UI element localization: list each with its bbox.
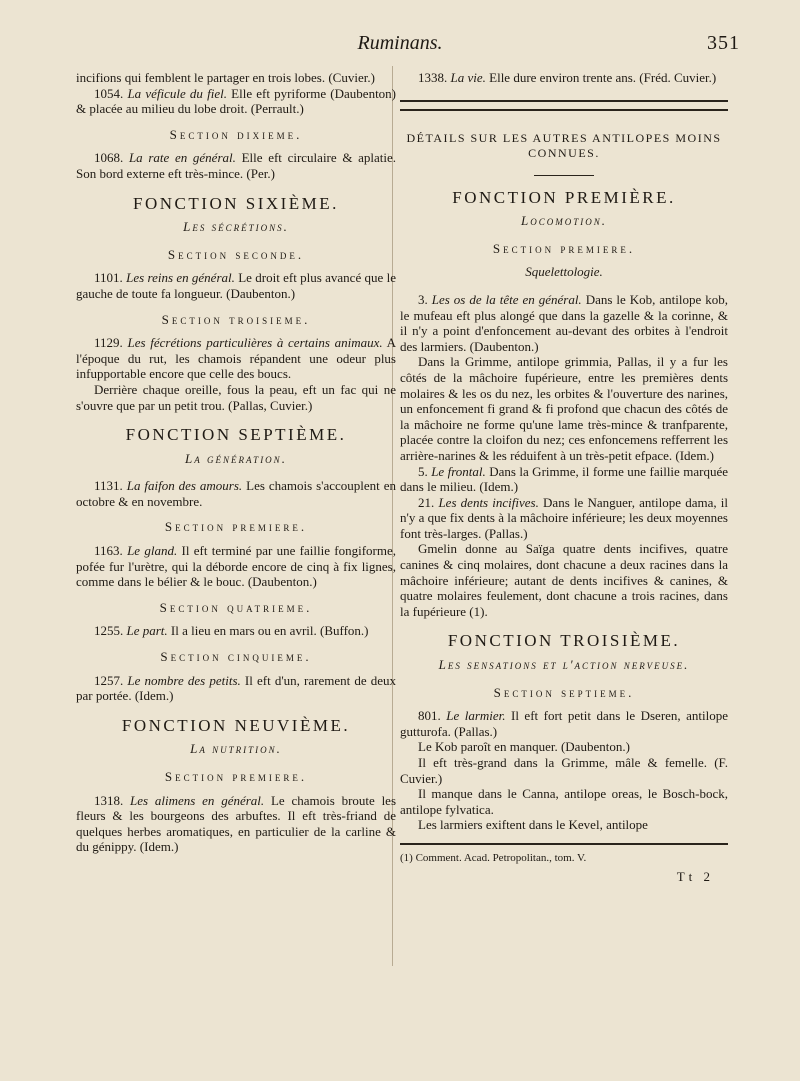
chapter-heading: DÉTAILS SUR LES AUTRES ANTILOPES MOINS CONNUES. bbox=[406, 130, 722, 160]
section-heading: Section cinquieme. bbox=[160, 649, 312, 665]
fonction-subheading: Les sécrétions. bbox=[183, 219, 289, 235]
paragraph: 1318. Les alimens en général. Le chamois broute les fleurs & les bourgeons des arbuftes. Il eft très-friand de quelques herbes aromatiques, en particulier de la carline & du génippy. (Idem.) bbox=[76, 792, 397, 855]
fonction-subheading: Locomotion. bbox=[521, 213, 607, 229]
left-column bbox=[76, 70, 396, 855]
paragraph: 21. Les dents incifives. Dans le Nanguer, antilope dama, il n'y a que fix dents à la mâchoire inférieure; les deux moyennes font très-larges. (Pallas.) bbox=[400, 494, 729, 541]
page-number: 351 bbox=[707, 32, 740, 54]
section-heading: Section premiere. bbox=[164, 519, 308, 535]
section-heading: Section dixieme. bbox=[169, 126, 303, 142]
paragraph: 1101. Les reins en général. Le droit eft plus avancé que le gauche de toute fa longueur. (Daubenton.) bbox=[76, 270, 397, 301]
paragraph: 1163. Le gland. Il eft terminé par une faillie fongiforme, pofée fur l'urètre, qui la déborde encore de cinq à fix lignes, comme dans le bélier & le bouc. (Daubenton.) bbox=[76, 543, 397, 590]
footnote-rule bbox=[400, 843, 728, 845]
paragraph: 1131. La faifon des amours. Les chamois s'accouplent en octobre & en novembre. bbox=[76, 478, 396, 509]
paragraph: Les larmiers exiftent dans le Kevel, antilope bbox=[418, 817, 648, 833]
paragraph: 1068. La rate en général. Elle eft circulaire & aplatie. Son bord externe eft très-mince. (Per.) bbox=[76, 150, 397, 181]
paragraph: 1257. Le nombre des petits. Il eft d'un, rarement de deux par portée. (Idem.) bbox=[76, 672, 397, 704]
fonction-subheading: La nutrition. bbox=[190, 741, 282, 757]
paragraph: incifions qui femblent le partager en trois lobes. (Cuvier.) bbox=[76, 70, 375, 85]
paragraph: Dans la Grimme, antilope grimmia, Pallas, il y a fur les côtés de la mâchoire fupérieure, entre les premières dents molaires & les os du nez, les orbites & l'ouverture des narines, un enfoncement fi grand & fi profond que chacun des côtés de la mâchoire ne forme qu'une lame très-mince & tranfparente, placée contre la cloifon du nez; ces enfoncemens refferrent les arrière-narines & les réduifent à un très-petit efpace. (Idem.) bbox=[400, 354, 728, 463]
paragraph: 801. Le larmier. Il eft fort petit dans le Dseren, antilope gutturofa. (Pallas.) bbox=[400, 708, 729, 739]
fonction-heading: FONCTION SIXIÈME. bbox=[133, 193, 339, 213]
paragraph: Il eft très-grand dans la Grimme, mâle & femelle. (F. Cuvier.) bbox=[400, 755, 728, 786]
fonction-subheading: La génération. bbox=[185, 450, 287, 466]
paragraph: Gmelin donne au Saïga quatre dents incifives, quatre canines & cinq molaires, dont chacune a deux racines dans la mâchoire inférieure; autant de dents incifives & canines, & quatre molaires feulement, dont chacune a trois racines, dans la fupérieure (1). bbox=[400, 541, 728, 619]
paragraph: Derrière chaque oreille, fous la peau, eft un fac qui ne s'ouvre que par un petit trou. (Pallas, Cuvier.) bbox=[76, 381, 396, 413]
section-heading: Section seconde. bbox=[167, 246, 305, 262]
footnote: (1) Comment. Acad. Petropolitan., tom. V. bbox=[400, 851, 587, 864]
section-heading: Section premiere. bbox=[164, 769, 308, 784]
fonction-heading: FONCTION TROISIÈME. bbox=[447, 631, 681, 651]
fonction-heading: FONCTION PREMIÈRE. bbox=[452, 187, 676, 207]
paragraph: 1338. La vie. Elle dure environ trente ans. (Fréd. Cuvier.) bbox=[418, 70, 717, 85]
fonction-heading: FONCTION SEPTIÈME. bbox=[125, 425, 347, 445]
running-title: Ruminans. bbox=[357, 32, 443, 54]
paragraph: Le Kob paroît en manquer. (Daubenton.) bbox=[418, 739, 630, 755]
section-heading: Section quatrieme. bbox=[159, 599, 313, 615]
paragraph: Il manque dans le Canna, antilope oreas, le Bosch-bock, antilope fylvatica. bbox=[400, 786, 728, 817]
running-header bbox=[0, 30, 800, 60]
paragraph: 1255. Le part. Il a lieu en mars ou en avril. (Buffon.) bbox=[94, 623, 369, 639]
paragraph: 3. Les os de la tête en général. Dans le Kob, antilope kob, le mufeau eft plus alongé que dans la gazelle & la corinne, & il n'y a point d'enfoncement au-devant des orbites à l'endroit des larmiers. (Daubenton.) bbox=[400, 291, 729, 354]
short-rule bbox=[534, 175, 594, 176]
signature-mark: Tt 2 bbox=[676, 868, 714, 884]
fonction-heading: FONCTION NEUVIÈME. bbox=[121, 715, 351, 735]
right-column bbox=[400, 70, 728, 884]
fonction-subheading: Les sensations et l'action nerveuse. bbox=[438, 657, 690, 673]
paragraph: 1054. La véficule du fiel. Elle eft pyriforme (Daubenton) & placée au milieu du lobe droit. (Perrault.) bbox=[76, 85, 397, 117]
subsection-heading: Squelettologie. bbox=[525, 264, 603, 280]
section-heading: Section septieme. bbox=[493, 684, 635, 700]
paragraph: 5. Le frontal. Dans la Grimme, il forme une faillie marquée dans le milieu. (Idem.) bbox=[400, 463, 728, 495]
section-heading: Section troisieme. bbox=[161, 311, 311, 327]
section-heading: Section premiere. bbox=[492, 240, 636, 256]
paragraph: 1129. Les fécrétions particulières à certains animaux. A l'époque du rut, les chamois répandent une odeur plus infupportable encore que celle des boucs. bbox=[76, 335, 396, 382]
double-rule bbox=[400, 100, 728, 111]
